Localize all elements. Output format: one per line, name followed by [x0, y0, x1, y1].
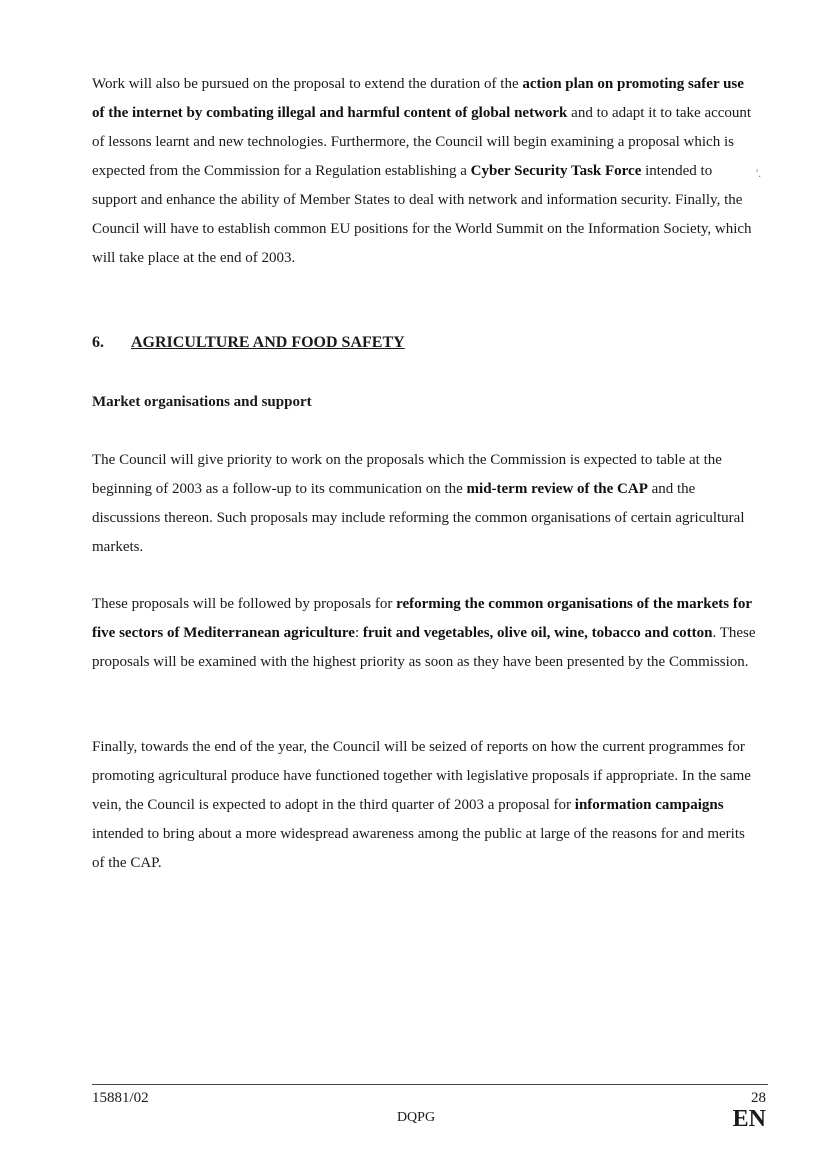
bold-run: action plan on promoting safer use of the internet by combating illegal and harmful content of global network — [92, 76, 744, 121]
text-run: . These proposals will be examined with the highest priority as soon as they have been presented by the Commission. — [92, 625, 756, 670]
bold-run: mid-term review of the CAP — [466, 481, 648, 497]
text-run: intended to bring about a more widespread awareness among the public at large of the reasons for and merits of the CAP. — [92, 826, 745, 871]
bold-run: reforming the common organisations of the markets for five sectors of Mediterranean agriculture — [92, 596, 752, 641]
text-run: Work will also be pursued on the proposal to extend the duration of the — [92, 76, 523, 92]
page-number: 28 — [751, 1090, 766, 1106]
language-code: EN — [732, 1106, 766, 1132]
bold-run: Cyber Security Task Force — [470, 163, 642, 179]
text-run: The Council will give priority to work on the proposals which the Commission is expected to table at the beginning of 2003 as a follow-up to its communication on the — [92, 452, 722, 497]
section-title: AGRICULTURE AND FOOD SAFETY — [131, 334, 405, 351]
paragraph-cap-review — [92, 446, 760, 562]
footer-divider — [92, 1084, 768, 1085]
margin-mark: '. — [756, 166, 762, 180]
department-code: DQPG — [396, 1110, 436, 1125]
text-run: These proposals will be followed by proposals for — [92, 596, 397, 612]
paragraph-internet-security — [92, 70, 760, 273]
bold-run: fruit and vegetables, olive oil, wine, tobacco and cotton — [362, 625, 713, 641]
text-run: and the discussions thereon. Such proposals may include reforming the common organisations of certain agricultural markets. — [92, 481, 745, 555]
section-heading — [92, 334, 405, 352]
section-number: 6. — [92, 334, 104, 351]
document-reference: 15881/02 — [92, 1090, 149, 1106]
text-run: Finally, towards the end of the year, the Council will be seized of reports on how the current programmes for promoting agricultural produce have functioned together with legislative proposals if appropriate. In the same vein, the Council is expected to adopt in the third quarter of 2003 a proposal for — [92, 739, 751, 813]
text-run: : — [354, 625, 363, 641]
paragraph-mediterranean — [92, 590, 760, 677]
subheading: Market organisations and support — [92, 394, 312, 410]
bold-run: information campaigns — [574, 797, 724, 813]
text-run: intended to support and enhance the ability of Member States to deal with network and information security. Finally, the Council will have to establish common EU positions for the World Summit on the Information Society, which will take place at the end of 2003. — [92, 163, 752, 266]
text-run: and to adapt it to take account of lessons learnt and new technologies. Furthermore, the Council will begin examining a proposal which is expected from the Commission for a Regulation establishing a — [92, 105, 752, 179]
paragraph-information-campaigns — [92, 733, 760, 878]
